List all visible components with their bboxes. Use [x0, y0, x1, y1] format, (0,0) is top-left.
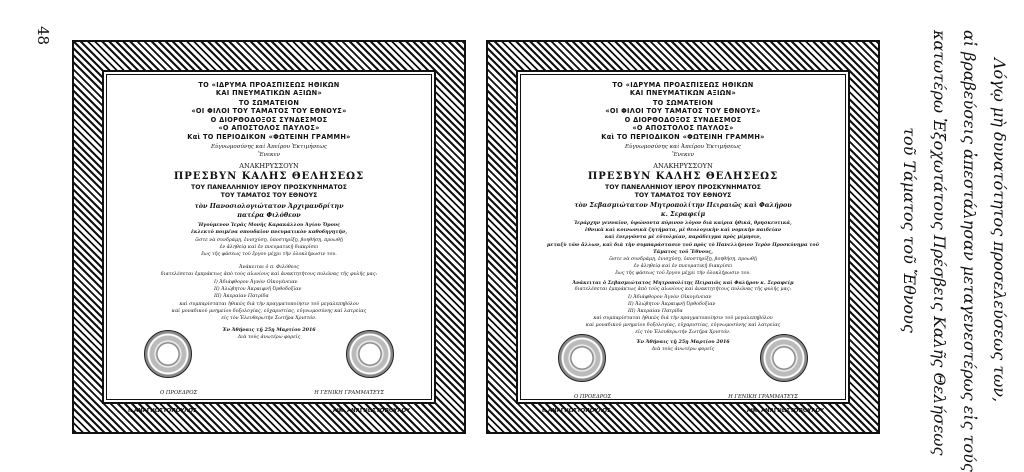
seal-emblem-left: [558, 334, 606, 382]
certificate-right: [486, 40, 880, 434]
paragraph-line-2: ἐν ἀληθείᾳ καὶ ἐν πνευματικῇ διακρίσει: [219, 245, 319, 250]
anakiryssoun-line: ΑΝΑΚΗΡΥΣΣΟΥΝ: [239, 162, 299, 170]
certificate-left: [72, 40, 466, 434]
description-line-2: ἐθνικὰ καὶ κοινωνικὰ ζητήματα, μὲ θεολογικὴν καὶ νομικὴν παιδείαν: [584, 227, 782, 233]
gratitude-line: Εὐγνωμοσύνης καὶ Ἀπείρου Ἐκτιμήσεως: [624, 144, 742, 150]
role-president: Ο ΠΡΟΕΔΡΟΣ: [160, 390, 198, 396]
org-line-4: «ΟΙ ΦΙΛΟΙ ΤΟΥ ΤΑΜΑΤΟΣ ΤΟΥ ΕΘΝΟΥΣ»: [191, 107, 347, 115]
description-line-2: ἐκλεκτὸ ποιμένα σπουδαῖον πνευματικὸν καθοδηγητήν,: [191, 229, 347, 235]
certificate-right-inner: [516, 70, 850, 414]
org-line-3: ΤΟ ΣΩΜΑΤΕΙΟΝ: [238, 99, 300, 107]
certificate-title: ΠΡΕΣΒΥΝ ΚΑΛΗΣ ΘΕΛΗΣΕΩΣ: [173, 171, 365, 182]
honoree-line-1: τὸν Σεβασμιώτατον Μητροπολίτην Πειραιῶς καὶ Φαλήρου: [574, 201, 792, 209]
paragraph-line-3: ἕως τῆς φάσεως τοῦ ἔργου μέχρι τὴν ὁλοκλήρωσιν του.: [615, 271, 751, 276]
pillar-item-2: ΙΙ) Ἀλώβητον Ἀκραιφνῆ Ὀρθοδοξίαν: [214, 287, 302, 292]
caption-line-4: τοῦ Τάματος τοῦ Ἔθνους: [900, 127, 919, 333]
pillar-item-1: Ι) Ἀδιάφθορον Ἀγνὸν Οἰκογένειαν: [214, 280, 298, 285]
description-line-1: Ἱεράρχην γενναῖον, ὑψώνοντα πύρινον λόγον διὰ καίρια ἠθικά, θρησκευτικά,: [574, 220, 792, 226]
heneken-line: Ἕνεκεν: [257, 152, 281, 158]
award-line-1: Ἀνάκειται ὁ Σεβασμιώτατος Μητροπολίτης Πειραιῶς καὶ Φαλήρου κ. Σεραφείμ: [572, 280, 794, 286]
role-secretary: Η ΓΕΝΙΚΗ ΓΡΑΜΜΑΤΕΥΣ: [728, 394, 798, 400]
paragraph-line-2: ἐν ἀληθείᾳ καὶ ἐν πνευματικῇ διακρίσει: [633, 264, 733, 269]
pillar-item-2: ΙΙ) Ἀλώβητον Ἀκραιφνῆ Ὀρθοδοξίαν: [628, 302, 716, 307]
anakiryssoun-line: ΑΝΑΚΗΡΥΣΣΟΥΝ: [653, 162, 713, 170]
caption-line-3: κατωτέρω Ἐξοχωτάτους Πρέσβεις Καλῆς Θελήσεως: [930, 30, 949, 456]
paragraph-line-1: ὥστε νὰ συνδράμῃ, ἐνισχύσῃ, ὑποστηρίξῃ, βοηθήσῃ, προωθῇ: [609, 257, 757, 262]
org-line-1: ΤΟ «ΙΔΡΥΜΑ ΠΡΟΑΣΠΙΣΕΩΣ ΗΘΙΚΩΝ: [198, 81, 340, 89]
name-secretary: ΑΙΚ. ΑΝΑΓΝΩΣΤΟΠΟΥΛΟΥ: [332, 408, 410, 414]
description-line-4: μεταξὺ τῶν ἄλλων, καὶ διὰ τὴν συμπαράστασιν τοῦ πρὸς τὸ Πανελλήνιον Ἱερὸν Προσκύνημα τοῦ Τάματος τοῦ Ἔθνους,: [547, 242, 819, 255]
page-number: 48: [34, 26, 52, 46]
side-caption: [888, 30, 1014, 472]
honoree-line-1: τὸν Πανοσιολογιώτατον Ἀρχιμανδρίτην: [194, 202, 344, 210]
org-line-7: Καὶ ΤΟ ΠΕΡΙΟΔΙΚΟΝ «ΦΩΤΕΙΝΗ ΓΡΑΜΜΗ»: [187, 133, 351, 141]
date-line: Ἐν Ἀθήναις τῇ 25ῃ Μαρτίου 2016: [636, 339, 730, 345]
caption-line-1: Λόγῳ μὴ δυνατότητος προσελεύσεως των,: [990, 57, 1009, 403]
award-line-2: διατελέσεται ἐμπράκτως ἀπὸ τοὺς αἰωνίους καὶ ἀνακτητήτους πυλῶνας τῆς φυλῆς μας:: [574, 287, 792, 292]
honoree-line-2: πατέρα Φιλόθεον: [237, 211, 301, 219]
certificate-left-inner: [102, 70, 436, 414]
org-line-1: ΤΟ «ΙΔΡΥΜΑ ΠΡΟΑΣΠΙΣΕΩΣ ΗΘΙΚΩΝ: [612, 81, 754, 89]
name-president: Ι. ΑΝΑΓΝΩΣΤΟΠΟΥΛΟΣ: [542, 408, 611, 414]
role-secretary: Η ΓΕΝΙΚΗ ΓΡΑΜΜΑΤΕΥΣ: [314, 390, 384, 396]
subtitle-line-1: ΤΟΥ ΠΑΝΕΛΛΗΝΙΟΥ ΙΕΡΟΥ ΠΡΟΣΚΥΝΗΜΑΤΟΣ: [604, 184, 762, 191]
name-president: Ι. ΑΝΑΓΝΩΣΤΟΠΟΥΛΟΣ: [128, 408, 197, 414]
org-line-6: «Ο ΑΠΟΣΤΟΛΟΣ ΠΑΥΛΟΣ»: [632, 124, 734, 132]
role-president: Ο ΠΡΟΕΔΡΟΣ: [574, 394, 612, 400]
closing-line-1: καὶ συμπαρίσταται ἠθικῶς διὰ τὴν πραγματοποίησιν τοῦ μεγαλεπηβόλου: [179, 302, 359, 307]
date-line: Ἐν Ἀθήναις τῇ 25ῃ Μαρτίου 2016: [222, 327, 316, 333]
description-line-1: Ἡγούμενον Ἱερᾶς Μονῆς Καρακάλλου Ἁγίου Ὄρους: [197, 222, 341, 228]
org-line-4: «ΟΙ ΦΙΛΟΙ ΤΟΥ ΤΑΜΑΤΟΣ ΤΟΥ ΕΘΝΟΥΣ»: [605, 107, 761, 115]
subtitle-line-2: ΤΟΥ ΤΑΜΑΤΟΣ ΤΟΥ ΕΘΝΟΥΣ: [220, 192, 318, 199]
paragraph-line-3: ἕως τῆς φάσεως τοῦ ἔργου μέχρι τὴν ὁλοκλήρωσιν του.: [201, 252, 337, 257]
org-line-7: Καὶ ΤΟ ΠΕΡΙΟΔΙΚΟΝ «ΦΩΤΕΙΝΗ ΓΡΑΜΜΗ»: [601, 133, 765, 141]
subtitle-line-2: ΤΟΥ ΤΑΜΑΤΟΣ ΤΟΥ ΕΘΝΟΥΣ: [634, 192, 732, 199]
closing-line-2: καὶ μοναδικοῦ μνημείου δοξολογίας, εὐχαριστίας, εὐγνωμοσύνης καὶ λατρείας: [171, 309, 367, 314]
closing-line-1: καὶ συμπαρίσταται ἠθικῶς διὰ τὴν πραγματοποίησιν τοῦ μεγαλεπηβόλου: [593, 316, 773, 321]
honoree-line-2: κ. Σεραφείμ: [660, 210, 706, 218]
certificate-title: ΠΡΕΣΒΥΝ ΚΑΛΗΣ ΘΕΛΗΣΕΩΣ: [587, 171, 779, 182]
closing-line-3: εἰς τὸν Ἐλευθερωτὴν Σωτῆρα Χριστόν.: [221, 316, 317, 321]
gratitude-line: Εὐγνωμοσύνης καὶ Ἀπείρου Ἐκτιμήσεως: [210, 144, 328, 150]
pillar-item-3: ΙΙΙ) Ἀκεραίαν Πατρίδα: [628, 309, 683, 314]
pillar-item-1: Ι) Ἀδιάφθορον Ἀγνὸν Οἰκογένειαν: [628, 295, 712, 300]
by-bodies-line: Διὰ τοὺς ἀνωτέρω φορεῖς: [237, 335, 301, 340]
award-line-1: Ἀνάκειται ὁ π. Φιλόθεος: [239, 265, 299, 270]
org-line-2: ΚΑΙ ΠΝΕΥΜΑΤΙΚΩΝ ΑΞΙΩΝ»: [629, 89, 737, 97]
org-line-5: Ο ΔΙΟΡΘΟΔΟΞΟΣ ΣΥΝΔΕΣΜΟΣ: [624, 116, 742, 124]
pillar-item-3: ΙΙΙ) Ἀκεραίαν Πατρίδα: [214, 294, 269, 299]
closing-line-2: καὶ μοναδικοῦ μνημείου δοξολογίας, εὐχαριστίας, εὐγνωμοσύνης καὶ λατρείας: [585, 323, 781, 328]
subtitle-line-1: ΤΟΥ ΠΑΝΕΛΛΗΝΙΟΥ ΙΕΡΟΥ ΠΡΟΣΚΥΝΗΜΑΤΟΣ: [190, 184, 348, 191]
description-line-3: καὶ ἐνεργῶντα μὲ εὐτολμίαν, παράδειγμα πρὸς μίμησιν,: [604, 234, 762, 240]
name-secretary: ΑΙΚ. ΑΝΑΓΝΩΣΤΟΠΟΥΛΟΥ: [746, 408, 824, 414]
org-line-6: «Ο ΑΠΟΣΤΟΛΟΣ ΠΑΥΛΟΣ»: [218, 124, 320, 132]
award-line-2: διατελέσεται ἐμπράκτως ἀπὸ τοὺς αἰωνίους καὶ ἀνακτητήτους πυλῶνας τῆς φυλῆς μας:: [160, 272, 378, 277]
seal-emblem-left: [144, 330, 192, 378]
closing-line-3: εἰς τὸν Ἐλευθερωτὴν Σωτῆρα Χριστόν.: [635, 330, 731, 335]
seal-emblem-right: [346, 330, 394, 378]
org-line-3: ΤΟ ΣΩΜΑΤΕΙΟΝ: [652, 99, 714, 107]
paragraph-line-1: ὥστε νὰ συνδράμῃ, ἐνισχύσῃ, ὑποστηρίξῃ, βοηθήσῃ, προωθῇ: [195, 238, 343, 243]
seal-emblem-right: [760, 334, 808, 382]
caption-line-2: αἱ βραβεύσεις ἀπεστάλησαν μεταγενεστέρως εἰς τούς: [960, 30, 979, 472]
by-bodies-line: Διὰ τοὺς ἀνωτέρω φορεῖς: [651, 347, 715, 352]
org-line-2: ΚΑΙ ΠΝΕΥΜΑΤΙΚΩΝ ΑΞΙΩΝ»: [215, 89, 323, 97]
org-line-5: Ο ΔΙΟΡΘΟΔΟΞΟΣ ΣΥΝΔΕΣΜΟΣ: [210, 116, 328, 124]
heneken-line: Ἕνεκεν: [671, 152, 695, 158]
